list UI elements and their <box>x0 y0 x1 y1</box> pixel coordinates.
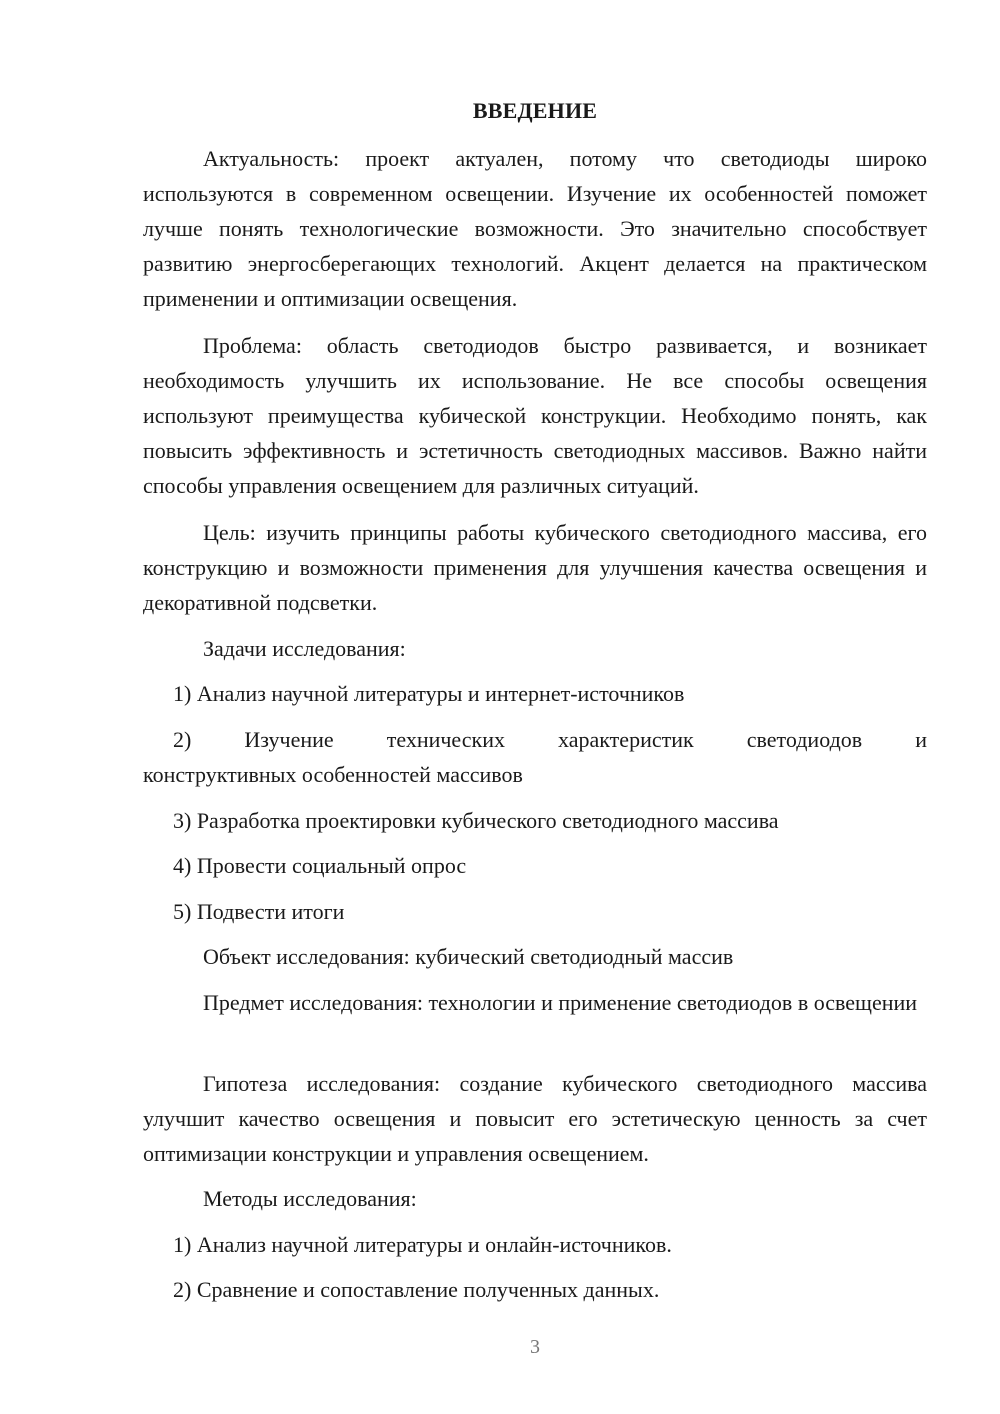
task-item-5: 5) Подвести итоги <box>173 899 345 924</box>
page-number: 3 <box>530 1336 540 1358</box>
methods-heading: Методы исследования: <box>203 1186 417 1211</box>
task-item-2-line-2: конструктивных особенностей массивов <box>143 762 523 787</box>
task-item-1: 1) Анализ научной литературы и интернет-источников <box>173 681 685 706</box>
method-item-2: 2) Сравнение и сопоставление полученных данных. <box>173 1277 660 1302</box>
task-item-2-line-1: 2) Изучение технических характеристик светодиодов и <box>173 727 927 752</box>
page-title: ВВЕДЕНИЕ <box>472 98 598 123</box>
tasks-heading: Задачи исследования: <box>203 636 406 661</box>
paragraph-hypothesis: Гипотеза исследования: создание кубического светодиодного массива улучшит качество освещения и повысит его эстетическую ценность за счет оптимизации конструкции и управления освещением. <box>143 1071 927 1166</box>
task-item-4: 4) Провести социальный опрос <box>173 853 467 878</box>
paragraph-relevance: Актуальность: проект актуален, потому что светодиоды широко используются в современном освещении. Изучение их особенностей поможет лучше понять технологические возможности. Это значительно способствует развитию энергосберегающих технологий. Акцент делается на практическом применении и оптимизации освещения. <box>143 146 927 311</box>
method-item-1: 1) Анализ научной литературы и онлайн-источников. <box>173 1232 672 1257</box>
paragraph-goal: Цель: изучить принципы работы кубического светодиодного массива, его конструкцию и возможности применения для улучшения качества освещения и декоративной подсветки. <box>143 520 927 615</box>
paragraph-object: Объект исследования: кубический светодиодный массив <box>203 944 734 969</box>
task-item-3: 3) Разработка проектировки кубического светодиодного массива <box>173 808 779 833</box>
paragraph-problem: Проблема: область светодиодов быстро развивается, и возникает необходимость улучшить их использование. Не все способы освещения используют преимущества кубической конструкции. Необходимо понять, как повысить эффективность и эстетичность светодиодных массивов. Важно найти способы управления освещением для различных ситуаций. <box>143 333 927 498</box>
paragraph-subject: Предмет исследования: технологии и применение светодиодов в освещении <box>203 990 918 1015</box>
